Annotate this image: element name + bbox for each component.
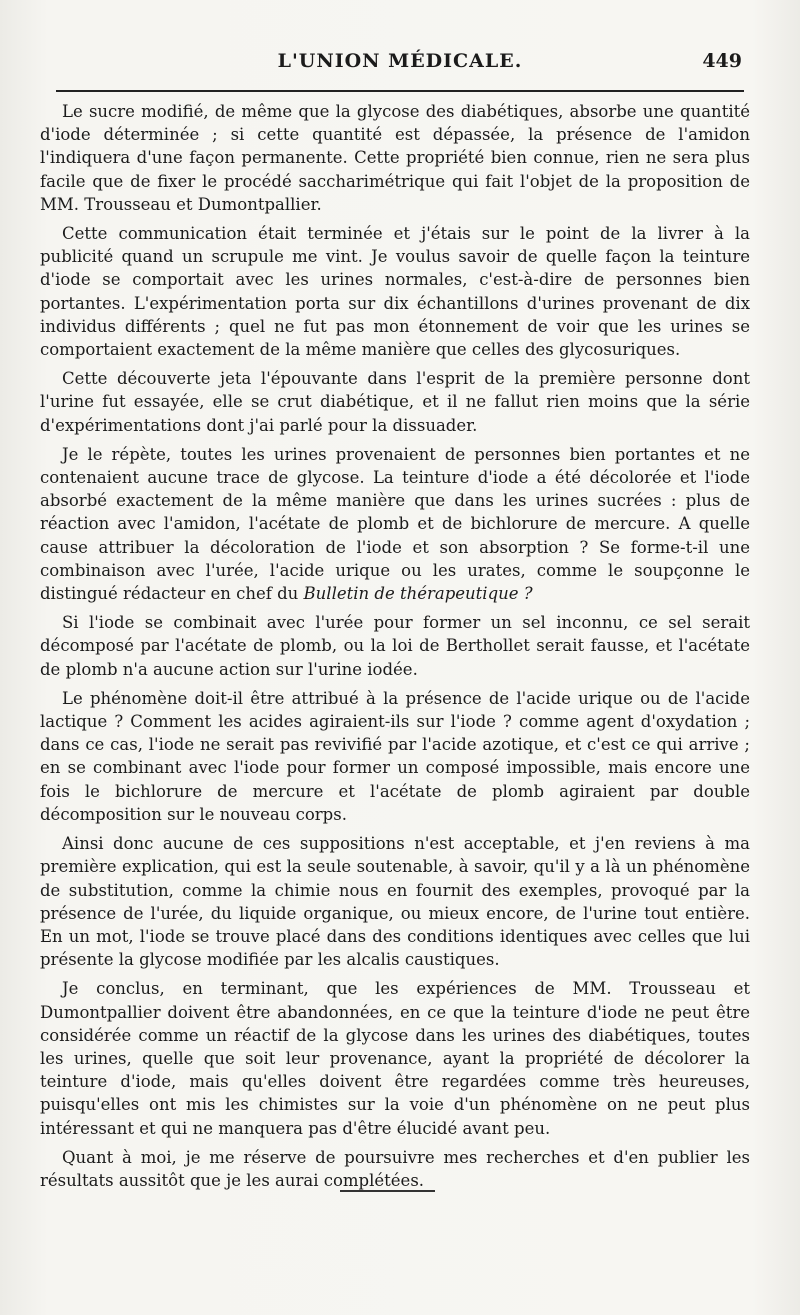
paragraph-6: Le phénomène doit-il être attribué à la présence de l'acide urique ou de l'acide lactique ? Comment les acides agiraient-ils sur l'iode ? comme agent d'oxydation ; dans ce cas, l'iode ne serait pas revivifié par l'acide azotique, et c'est ce qui arrive ; en se combinant avec l'iode pour former un composé impossible, mais encore une fois le bichlorure de mercure et l'acétate de plomb agiraient par double décomposition sur le nouveau corps.	[40, 688, 750, 824]
journal-title: Bulletin de thérapeutique ?	[303, 584, 533, 604]
paragraph-1: Le sucre modifié, de même que la glycose des diabétiques, absorbe une quantité d'iode déterminée ; si cette quantité est dépassée, la présence de l'amidon l'indiquera d'une façon permanente. Cette propriété bien connue, rien ne sera plus facile que de fixer le procédé saccharimétrique qui fait l'objet de la proposition de MM. Trousseau et Dumontpallier.	[40, 102, 750, 214]
paragraph-4-text: Je le répète, toutes les urines provenaient de personnes bien portantes et ne contenaient aucune trace de glycose. La teinture d'iode a été décolorée et l'iode absorbé exactement de la même manière que dans les urines sucrées : plus de réaction avec l'amidon, l'acétate de plomb et de bichlorure de mercure. A quelle cause attribuer la décoloration de l'iode et son absorption ? Se forme-t-il une combinaison avec l'urée, l'acide urique ou les urates, comme le soupçonne le distingué rédacteur en chef du	[40, 444, 750, 604]
header-rule	[56, 90, 744, 92]
paragraph-5: Si l'iode se combinait avec l'urée pour former un sel inconnu, ce sel serait décomposé par l'acétate de plomb, ou la loi de Berthollet serait fausse, et l'acétate de plomb n'a aucune action sur l'urine iodée.	[40, 613, 750, 679]
paragraph-9: Quant à moi, je me réserve de poursuivre mes recherches et d'en publier les résultats aussitôt que je les aurai complétées.	[40, 1147, 750, 1190]
page-number: 449	[702, 50, 742, 72]
page-header	[56, 50, 744, 80]
paragraph-3: Cette découverte jeta l'épouvante dans l'esprit de la première personne dont l'urine fut essayée, elle se crut diabétique, et il ne fallut rien moins que la série d'expérimentations dont j'ai parlé pour la dissuader.	[40, 369, 750, 435]
paragraph-4	[40, 443, 750, 605]
paragraph-8: Je conclus, en terminant, que les expériences de MM. Trousseau et Dumontpallier doivent être abandonnées, en ce que la teinture d'iode ne peut être considérée comme un réactif de la glycose dans les urines des diabétiques, toutes les urines, quelle que soit leur provenance, ayant la propriété de décolorer la teinture d'iode, mais qu'elles doivent être regardées comme très heureuses, puisqu'elles ont mis les chimistes sur la voie d'un phénomène on ne peut plus intéressant et qui ne manquera pas d'être élucidé avant peu.	[40, 979, 750, 1138]
paragraph-7: Ainsi donc aucune de ces suppositions n'est acceptable, et j'en reviens à ma première explication, qui est la seule soutenable, à savoir, qu'il y a là un phénomène de substitution, comme la chimie nous en fournit des exemples, provoqué par la présence de l'urée, du liquide organique, ou mieux encore, de l'urine tout entière. En un mot, l'iode se trouve placé dans des conditions identiques avec celles que lui présente la glycose modifiée par les alcalis caustiques.	[40, 834, 750, 970]
paragraph-2: Cette communication était terminée et j'étais sur le point de la livrer à la publicité quand un scrupule me vint. Je voulus savoir de quelle façon la teinture d'iode se comportait avec les urines normales, c'est-à-dire de personnes bien portantes. L'expérimentation porta sur dix échantillons d'urines provenant de dix individus différents ; quel ne fut pas mon étonnement de voir que les urines se comportaient exactement de la même manière que celles des glycosuriques.	[40, 224, 750, 360]
running-title: L'UNION MÉDICALE.	[277, 50, 523, 72]
end-rule	[340, 1190, 435, 1192]
article-body	[40, 100, 750, 1198]
